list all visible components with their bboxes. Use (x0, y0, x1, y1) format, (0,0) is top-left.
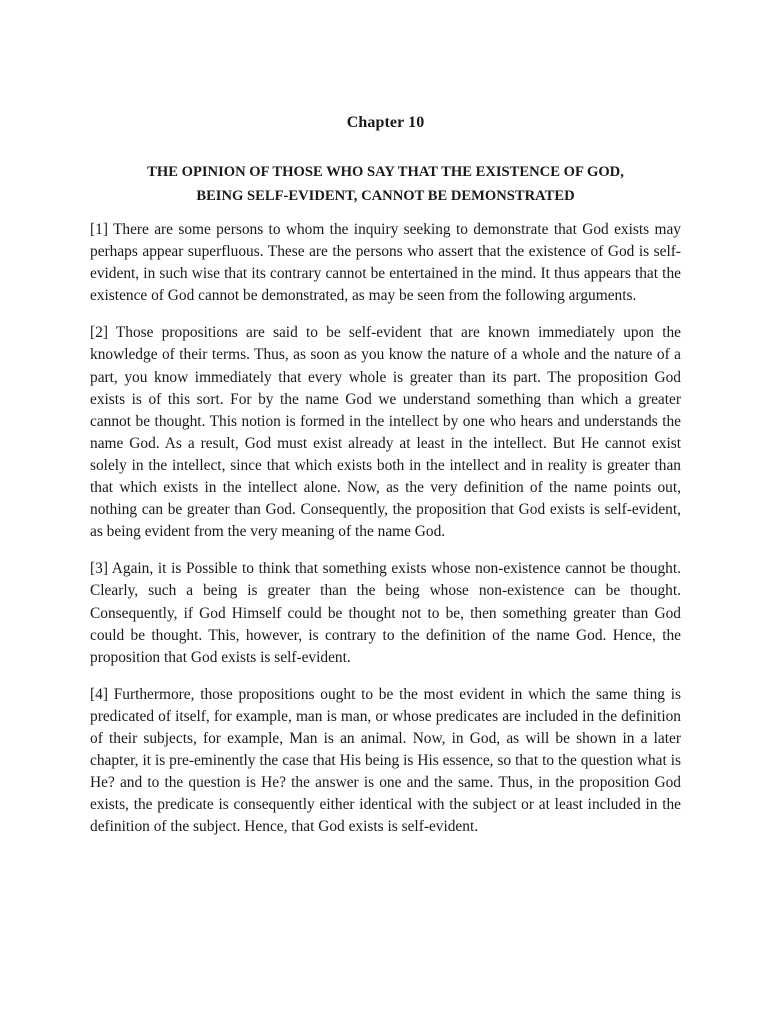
paragraph-1: [1] There are some persons to whom the inquiry seeking to demonstrate that God exists may perhaps appear superfluous. These are the persons who assert that the existence of God is self-evident, in such wise that its contrary cannot be entertained in the mind. It thus appears that the existence of God cannot be demonstrated, as may be seen from the following arguments. (90, 221, 681, 305)
paragraph-4: [4] Furthermore, those propositions ought to be the most evident in which the same thing is predicated of itself, for example, man is man, or whose predicates are included in the definition of their subjects, for example, Man is an animal. Now, in God, as will be shown in a later chapter, it is pre-eminently the case that His being is His essence, so that to the question what is He? and to the question is He? the answer is one and the same. Thus, in the proposition God exists, the predicate is consequently either identical with the subject or at least included in the definition of the subject. Hence, that God exists is self-evident. (90, 685, 681, 836)
chapter-heading: Chapter 10 (346, 114, 425, 131)
paragraph-3: [3] Again, it is Possible to think that something exists whose non-existence cannot be thought. Clearly, such a being is greater than the being whose non-existence can be thought. Consequently, if God Himself could be thought not to be, then something greater than God could be thought. This, however, is contrary to the definition of the name God. Hence, the proposition that God exists is self-evident. (90, 560, 681, 666)
chapter-title-line-2: BEING SELF-EVIDENT, CANNOT BE DEMONSTRATED (196, 188, 575, 204)
chapter-title (90, 160, 681, 208)
chapter-title-line-1: THE OPINION OF THOSE WHO SAY THAT THE EXISTENCE OF GOD, (147, 164, 624, 180)
paragraph-2: [2] Those propositions are said to be self-evident that are known immediately upon the knowledge of their terms. Thus, as soon as you know the nature of a whole and the nature of a part, you know immediately that every whole is greater than its part. The proposition God exists is of this sort. For by the name God we understand something than which a greater cannot be thought. This notion is formed in the intellect by one who hears and understands the name God. As a result, God must exist already at least in the intellect. But He cannot exist solely in the intellect, since that which exists both in the intellect and in reality is greater than that which exists in the intellect alone. Now, as the very definition of the name points out, nothing can be greater than God. Consequently, the proposition that God exists is self-evident, as being evident from the very meaning of the name God. (90, 324, 681, 541)
body-text (90, 219, 681, 838)
